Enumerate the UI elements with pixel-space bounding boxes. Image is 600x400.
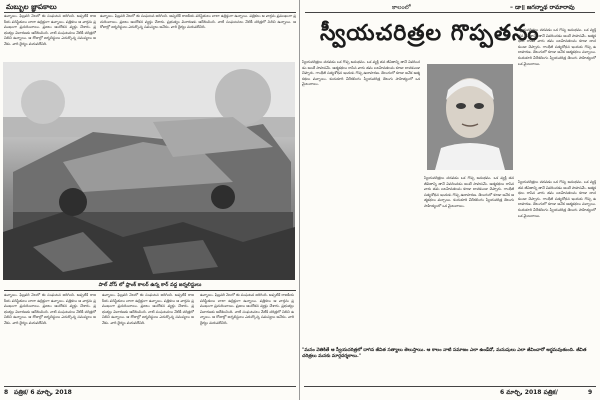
magazine-date-right: 6 మార్చి, 2018 పత్రిక/	[500, 389, 558, 396]
author-byline: – డా॥ జగన్నాథ రామారావు	[510, 4, 575, 11]
article-column-3: ఉన్నాయి. ఫిబ్రవరి నెలలో ఈ సంఘటన జరిగింది. అప్పటికే రాజకీయ పరిస్థితులు చాలా ఉద్రిక్తంగా ఉన్నాయి. పత్రికలు ఆ వార్తను ప్రముఖంగా ప్రచురించాయి. ప్రజలు ఆందోళన వ్యక్తం చేశారు. ప్రభుత్వం విచారణకు ఆదేశించింది. నాటి సంఘటనలు నేటికీ చరిత్రలో నిలిచి ఉన్నాయి. ఆ రోజుల్లో జర్నలిస్టులు ఎదుర్కొన్న సమస్యలు అనేకం. వారి ధైర్యం మరువలేనిది.	[4, 293, 96, 325]
page-number: 8	[4, 389, 9, 396]
footer-rule	[4, 386, 296, 387]
section-tag: కాలంలో	[392, 4, 411, 11]
caption-rule	[4, 290, 296, 291]
news-photo	[3, 62, 295, 280]
article-column-6: స్వీయచరిత్రలు చదవడం ఒక గొప్ప అనుభవం. ఒక వ్యక్తి తన జీవితాన్ని తానే వివరించడం అంటే సాహసమే. ఆత్మకథలు రాసిన వారు తమ బలహీనతలను కూడా దాచకుండా చెప్పారు. గాంధీజీ సత్యశోధన ఇందుకు గొప్ప ఉదాహరణ. తెలుగులో కూడా అనేక ఆత్మకథలు వచ్చాయి. కందుకూరి వీరేశలింగం స్వీయచరిత్ర తెలుగు సాహిత్యంలో ఒక మైలురాయి.	[302, 60, 420, 87]
author-portrait	[427, 64, 513, 170]
article-title: స్వీయచరిత్రల గొప్పతనం	[320, 20, 540, 46]
article-column-2: ఉన్నాయి. ఫిబ్రవరి నెలలో ఈ సంఘటన జరిగింది. అప్పటికే రాజకీయ పరిస్థితులు చాలా ఉద్రిక్తంగా ఉన్నాయి. పత్రికలు ఆ వార్తను ప్రముఖంగా ప్రచురించాయి. ప్రజలు ఆందోళన వ్యక్తం చేశారు. ప్రభుత్వం విచారణకు ఆదేశించింది. నాటి సంఘటనలు నేటికీ చరిత్రలో నిలిచి ఉన్నాయి. ఆ రోజుల్లో జర్నలిస్టులు ఎదుర్కొన్న సమస్యలు అనేకం. వారి ధైర్యం మరువలేనిది.	[100, 14, 296, 30]
header-rule-right	[305, 12, 595, 13]
section-header: మబ్బుల జ్ఞాపకాలు	[6, 3, 57, 11]
crash-scene-image	[3, 62, 295, 280]
page-number-right: 9	[588, 389, 593, 396]
article-column-8: స్వీయచరిత్రలు చదవడం ఒక గొప్ప అనుభవం. ఒక వ్యక్తి తన జీవితాన్ని తానే వివరించడం అంటే సాహసమే. ఆత్మకథలు రాసిన వారు తమ బలహీనతలను కూడా దాచకుండా చెప్పారు. గాంధీజీ సత్యశోధన ఇందుకు గొప్ప ఉదాహరణ. తెలుగులో కూడా అనేక ఆత్మకథలు వచ్చాయి. కందుకూరి వీరేశలింగం స్వీయచరిత్ర తెలుగు సాహిత్యంలో ఒక మైలురాయి.	[424, 176, 514, 208]
pull-quote: "మనం వెతికితే ఆ స్వీయచరిత్రలో దాగిన జీవిత సత్యాలు తెలుస్తాయి. ఆ కాలం నాటి సమాజం ఎలా ఉండేదో, మనుషులు ఎలా జీవించారో అర్థమవుతుంది. జీవిత చరిత్రలు మనకు మార్గదర్శకాలు."	[302, 348, 587, 360]
article-column-5: ఉన్నాయి. ఫిబ్రవరి నెలలో ఈ సంఘటన జరిగింది. అప్పటికే రాజకీయ పరిస్థితులు చాలా ఉద్రిక్తంగా ఉన్నాయి. పత్రికలు ఆ వార్తను ప్రముఖంగా ప్రచురించాయి. ప్రజలు ఆందోళన వ్యక్తం చేశారు. ప్రభుత్వం విచారణకు ఆదేశించింది. నాటి సంఘటనలు నేటికీ చరిత్రలో నిలిచి ఉన్నాయి. ఆ రోజుల్లో జర్నలిస్టులు ఎదుర్కొన్న సమస్యలు అనేకం. వారి ధైర్యం మరువలేనిది.	[200, 293, 294, 325]
magazine-date: పత్రిక/ 6 మార్చి, 2018	[14, 389, 72, 396]
header-rule	[4, 12, 296, 13]
article-column-9: స్వీయచరిత్రలు చదవడం ఒక గొప్ప అనుభవం. ఒక వ్యక్తి తన జీవితాన్ని తానే వివరించడం అంటే సాహసమే. ఆత్మకథలు రాసిన వారు తమ బలహీనతలను కూడా దాచకుండా చెప్పారు. గాంధీజీ సత్యశోధన ఇందుకు గొప్ప ఉదాహరణ. తెలుగులో కూడా అనేక ఆత్మకథలు వచ్చాయి. కందుకూరి వీరేశలింగం స్వీయచరిత్ర తెలుగు సాహిత్యంలో ఒక మైలురాయి.	[518, 180, 596, 218]
article-column-7: స్వీయచరిత్రలు చదవడం ఒక గొప్ప అనుభవం. ఒక వ్యక్తి తన జీవితాన్ని తానే వివరించడం అంటే సాహసమే. ఆత్మకథలు రాసిన వారు తమ బలహీనతలను కూడా దాచకుండా చెప్పారు. గాంధీజీ సత్యశోధన ఇందుకు గొప్ప ఉదాహరణ. తెలుగులో కూడా అనేక ఆత్మకథలు వచ్చాయి. కందుకూరి వీరేశలింగం స్వీయచరిత్ర తెలుగు సాహిత్యంలో ఒక మైలురాయి.	[518, 28, 596, 66]
portrait-image	[427, 64, 513, 170]
photo-caption: పాల్ వోస్ లో ఫ్రాంక్ కాలర్ ఉన్న కార్ వద్ద జర్నలిస్టులు	[98, 282, 202, 288]
article-column-4: ఉన్నాయి. ఫిబ్రవరి నెలలో ఈ సంఘటన జరిగింది. అప్పటికే రాజకీయ పరిస్థితులు చాలా ఉద్రిక్తంగా ఉన్నాయి. పత్రికలు ఆ వార్తను ప్రముఖంగా ప్రచురించాయి. ప్రజలు ఆందోళన వ్యక్తం చేశారు. ప్రభుత్వం విచారణకు ఆదేశించింది. నాటి సంఘటనలు నేటికీ చరిత్రలో నిలిచి ఉన్నాయి. ఆ రోజుల్లో జర్నలిస్టులు ఎదుర్కొన్న సమస్యలు అనేకం. వారి ధైర్యం మరువలేనిది.	[102, 293, 194, 325]
article-column-1: ఉన్నాయి. ఫిబ్రవరి నెలలో ఈ సంఘటన జరిగింది. అప్పటికే రాజకీయ పరిస్థితులు చాలా ఉద్రిక్తంగా ఉన్నాయి. పత్రికలు ఆ వార్తను ప్రముఖంగా ప్రచురించాయి. ప్రజలు ఆందోళన వ్యక్తం చేశారు. ప్రభుత్వం విచారణకు ఆదేశించింది. నాటి సంఘటనలు నేటికీ చరిత్రలో నిలిచి ఉన్నాయి. ఆ రోజుల్లో జర్నలిస్టులు ఎదుర్కొన్న సమస్యలు అనేకం. వారి ధైర్యం మరువలేనిది.	[4, 14, 96, 46]
footer-rule-right	[304, 386, 596, 387]
